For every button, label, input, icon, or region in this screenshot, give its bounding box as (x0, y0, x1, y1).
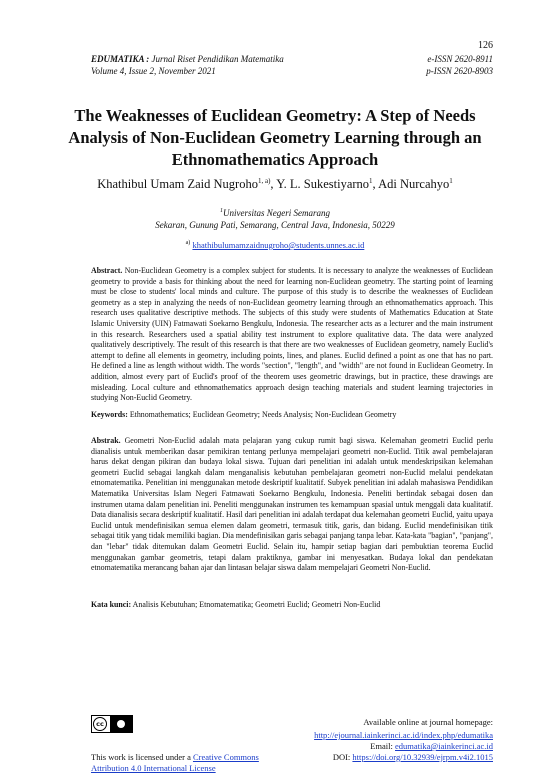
abstract-indonesian (91, 436, 493, 574)
abstract-text: Non-Euclidean Geometry is a complex subject for students. It is necessary to analyze the weaknesses of Euclidean geometry to provide a basis for thinking about the need for learning non-Euclidean geometry. The starting point of learning must be close to students' local minds and culture. The purpose of this study is to describe the weaknesses of Euclidean geometry as a step in analyzing the needs of non-Euclidean geometry learning through an ethnomathematics approach. This research uses qualitative descriptive methods. The subjects of this study were students of Mathematics Education at State Islamic University (UIN) Fatmawati Soekarno Bengkulu, Indonesia. The researcher acts as a lecturer and the main instrument in this research. Researchers used a spatial ability test instrument to explore qualitative data. The data were analyzed qualitatively descriptively. The result of this research is that there are two weaknesses of Euclidean geometry, namely Euclid's attempt to define all elements in geometry, including points, lines, and planes. Euclid defined a point as one that has no part. He defined a line as length without width. The words "section", "length", and "width" are not found in Euclidean Geometry. In addition, almost every part of Euclid's proof of the theorem uses geometric drawings, but in practice, these drawings are misleading. Local culture and ethnomathematics approach design teaching materials and student learning trajectories in studying Non-Euclid Geometry. (91, 266, 493, 403)
kata-kunci-text: Analisis Kebutuhan; Etnomatematika; Geometri Euclid; Geometri Non-Euclid (132, 600, 381, 609)
affiliation-address: Sekaran, Gunung Pati, Semarang, Central Java, Indonesia, 50229 (155, 220, 395, 230)
journal-title-line (91, 53, 284, 65)
author-name: Khathibul Umam Zaid Nugroho (97, 177, 258, 192)
journal-email-line (370, 741, 493, 751)
abstrak-label: Abstrak. (91, 436, 121, 445)
license-line-2 (91, 763, 216, 773)
affiliation (60, 205, 490, 231)
email-sup: a) (185, 240, 191, 247)
affiliation-name: Universitas Negeri Semarang (223, 208, 330, 218)
license-line (91, 752, 259, 762)
kata-kunci-label: Kata kunci: (91, 600, 132, 609)
doi-line (333, 752, 493, 762)
journal-header-left (91, 53, 284, 77)
journal-homepage-link[interactable]: http://ejournal.iainkerinci.ac.id/index.php/edumatika (314, 730, 493, 740)
journal-subtitle: Jurnal Riset Pendidikan Matematika (151, 54, 284, 64)
journal-header-right (426, 53, 493, 77)
doi-label: DOI: (332, 752, 351, 762)
e-issn: e-ISSN 2620-8911 (427, 54, 493, 64)
keywords-text: Ethnomathematics; Euclidean Geometry; Needs Analysis; Non-Euclidean Geometry (129, 410, 397, 419)
journal-name: EDUMATIKA : (91, 54, 150, 64)
by-person-icon (110, 716, 132, 732)
journal-email-link[interactable]: edumatika@iainkerinci.ac.id (395, 741, 493, 751)
abstrak-text: Geometri Non-Euclid adalah mata pelajaran yang cukup rumit bagi siswa. Kelemahan geometri Euclid perlu dianalisis untuk memberikan dasar pemikiran tentang perlunya mempelajari geometri non-Euclid. Titik awal pembelajaran harus dekat dengan pikiran dan budaya lokal siswa. Tujuan dari penelitian ini adalah untuk mendeskripsikan kelemahan geometri Euclid sebagai langkah dalam menganalisis kebutuhan pembelajaran geometri non-Euclid melalui pendekatan etnomatematika. Penelitian ini menggunakan metode deskriptif kualitatif. Subyek penelitian ini adalah mahasiswa Pendidikan Matematika Universitas Islam Negeri Fatmawati Soekarno Bengkulu, Indonesia. Peneliti bertindak sebagai dosen dan instrumen utama dalam penelitian ini. Peneliti menggunakan instrumen tes kemampuan spasial untuk menggali data kualitatif. Data dianalisis secara deskriptif kualitatif. Hasil dari penelitian ini adalah terdapat dua kelemahan geometri Euclid, yaitu upaya Euclid untuk mendefinisikan semua elemen dalam geometri, termasuk titik, garis, dan bidang. Euclid mendefinisikan titik sebagai titik yang tidak memiliki bagian. Dia mendefinisikan garis sebagai panjang tanpa lebar. Kata-kata "bagian", "panjang", dan "lebar" tidak ditemukan dalam Geometri Euclid. Selain itu, hampir setiap bagian dari pembuktian teorema Euclid menggunakan gambar geometris, tetapi dalam praktiknya, gambar ini menyesatkan. Budaya lokal dan pendekatan etnomatematika merancang bahan ajar dan lintasan belajar siswa dalam mempelajari Geometri Non-Euclid. (91, 436, 493, 573)
journal-volume: Volume 4, Issue 2, November 2021 (91, 66, 216, 76)
keywords-indonesian (91, 600, 493, 611)
author-sup: 1 (449, 177, 453, 185)
journal-homepage-line (314, 730, 493, 740)
author-name: Y. L. Sukestiyarno (276, 177, 370, 192)
page-number: 126 (478, 40, 493, 51)
creative-commons-link[interactable]: Creative Commons (192, 752, 259, 762)
author-name: Adi Nurcahyo (378, 177, 450, 192)
article-title: The Weaknesses of Euclidean Geometry: A Step of Needs Analysis of Non-Euclidean Geometry Learning through an Ethnomathematics Approach (68, 106, 482, 169)
author-email-link[interactable]: khathibulumamzaidnugroho@students.unnes.ac.id (192, 240, 365, 250)
doi-link[interactable]: https://doi.org/10.32939/ejrpm.v4i2.1015 (352, 752, 493, 762)
abstract-english (91, 266, 493, 404)
cc-circle-icon: cc (93, 717, 107, 731)
abstract-label: Abstract. (91, 266, 123, 275)
keywords-english (91, 410, 493, 421)
p-issn: p-ISSN 2620-8903 (426, 66, 493, 76)
cc-by-icon[interactable] (91, 715, 133, 733)
author-list: Khathibul Umam Zaid Nugroho$^{1, a)}$, Y. L. Sukestiyarno$^1$, Adi Nurcahyo$^1$ (97, 177, 453, 192)
author-sup: 1 (369, 177, 373, 185)
page-footer (0, 712, 550, 772)
available-online: Available online at journal homepage: (363, 717, 493, 727)
affiliation-sup: 1 (220, 208, 223, 214)
license-prefix: This work is licensed under a (91, 752, 191, 762)
corresponding-email (60, 240, 490, 250)
attribution-license-link[interactable]: Attribution 4.0 International License (91, 763, 216, 773)
keywords-label: Keywords: (91, 410, 128, 419)
email-label: Email: (370, 741, 393, 751)
author-sup: 1, a) (257, 177, 271, 185)
